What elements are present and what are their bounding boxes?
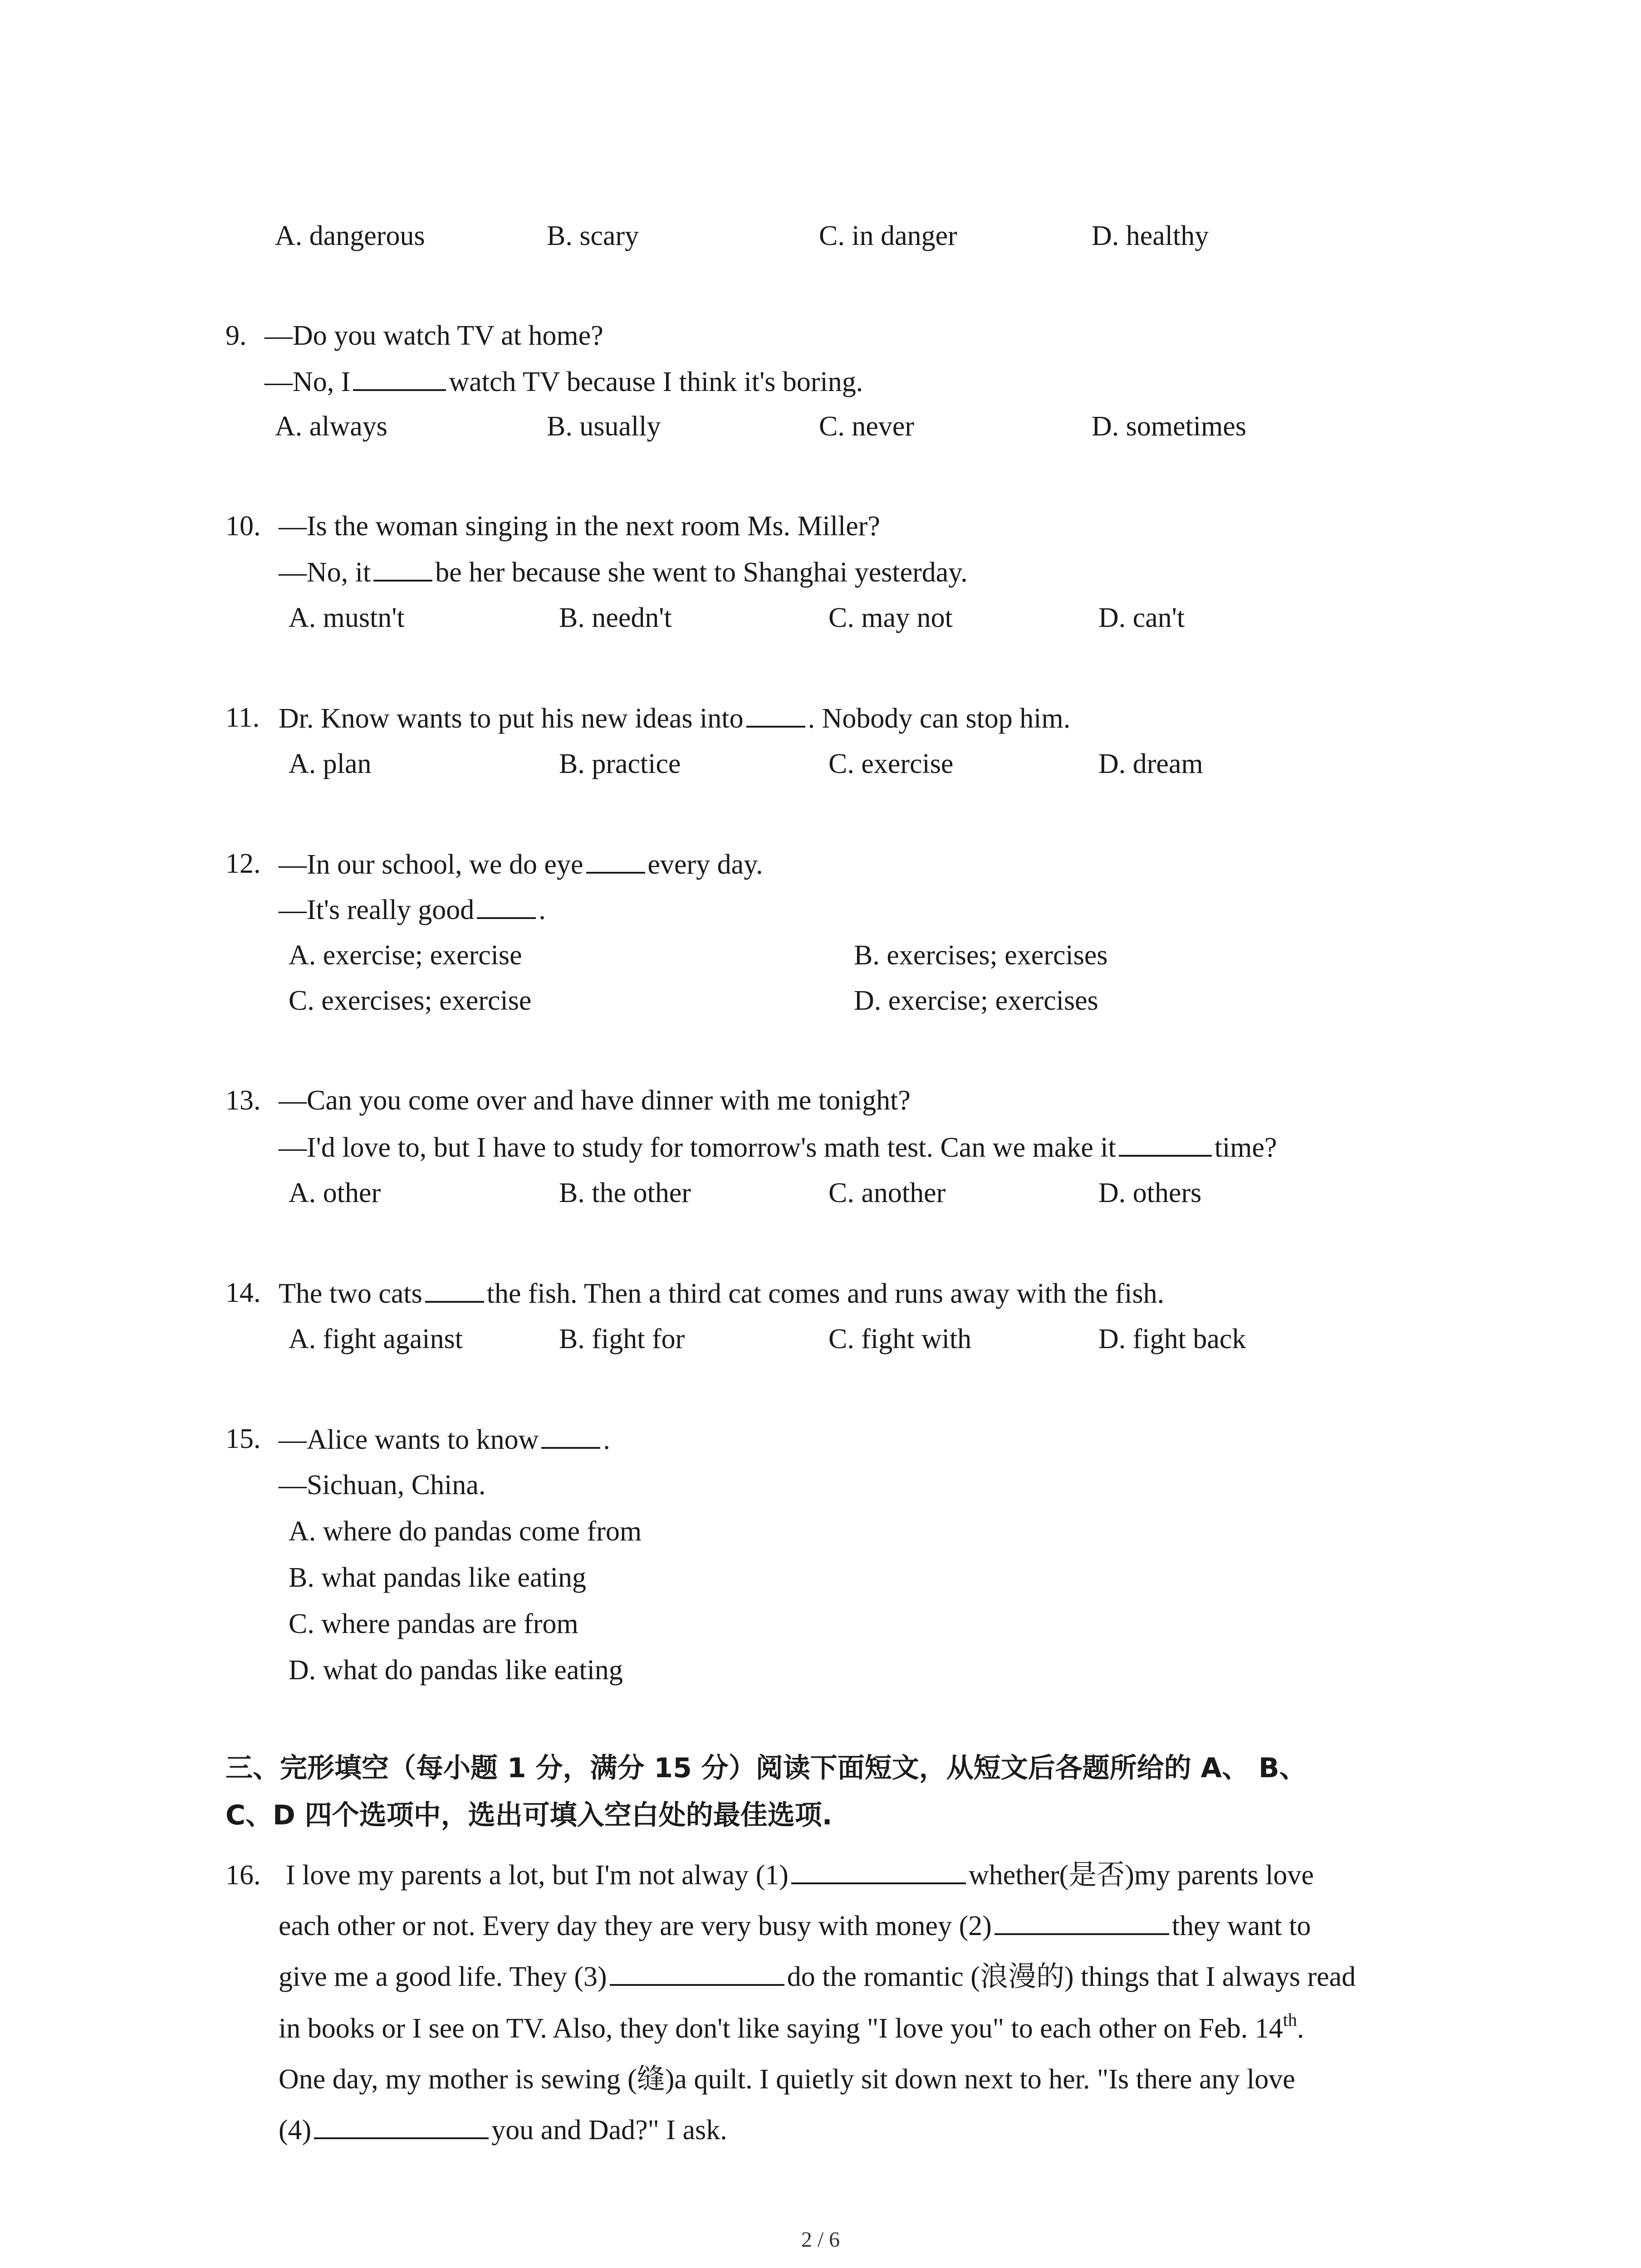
q16-line6-a: (4) bbox=[279, 2115, 312, 2146]
q9-option-d: D. sometimes bbox=[1092, 411, 1246, 442]
q16-line4-a: in books or I see on TV. Also, they don't like saying "I love you" to each other on Feb. 14 bbox=[279, 2013, 1283, 2044]
q16-blank-2 bbox=[994, 1907, 1169, 1935]
q11-blank bbox=[746, 699, 805, 728]
q16-line4 bbox=[279, 2003, 1304, 2054]
q15-line1-pre: —Alice wants to know bbox=[279, 1424, 539, 1455]
q16-line3-a: give me a good life. They (3) bbox=[279, 1961, 607, 1992]
q13-line1: —Can you come over and have dinner with me tonight? bbox=[279, 1085, 911, 1116]
q8-option-d: D. healthy bbox=[1092, 220, 1209, 251]
q12-line1-pre: —In our school, we do eye bbox=[279, 849, 583, 880]
q12-option-c: C. exercises; exercise bbox=[289, 985, 532, 1016]
q12-line2-post: . bbox=[539, 894, 546, 925]
q16-line1-b: whether(是否)my parents love bbox=[968, 1860, 1314, 1891]
section-3-title-line2: C、D 四个选项中，选出可填入空白处的最佳选项. bbox=[225, 1799, 833, 1831]
q14-line1-pre: The two cats bbox=[279, 1278, 422, 1309]
q13-option-c: C. another bbox=[828, 1178, 946, 1208]
q16-line2-b: they want to bbox=[1171, 1911, 1311, 1941]
q15-option-d: D. what do pandas like eating bbox=[289, 1655, 623, 1686]
q14-number: 14. bbox=[225, 1277, 261, 1308]
q14-line1-post: the fish. Then a third cat comes and runs away with the fish. bbox=[486, 1278, 1165, 1309]
q13-line2-post: time? bbox=[1214, 1132, 1277, 1163]
q14-option-a: A. fight against bbox=[289, 1324, 463, 1354]
q16-line4-b: . bbox=[1297, 2013, 1304, 2044]
q9-blank bbox=[353, 363, 446, 391]
q15-blank bbox=[541, 1421, 600, 1449]
q16-line3 bbox=[279, 1951, 1356, 2002]
q8-option-c: C. in danger bbox=[819, 220, 957, 251]
q12-line2-pre: —It's really good bbox=[279, 894, 475, 925]
q11-option-b: B. practice bbox=[559, 748, 681, 779]
q16-line4-sup: th bbox=[1283, 2009, 1297, 2030]
q14-option-c: C. fight with bbox=[828, 1324, 972, 1354]
q11-option-d: D. dream bbox=[1098, 748, 1203, 779]
q16-blank-3 bbox=[610, 1958, 784, 1986]
q12-line1-post: every day. bbox=[647, 849, 763, 880]
q16-line5: One day, my mother is sewing (缝)a quilt. I quietly sit down next to her. "Is there any love bbox=[279, 2064, 1295, 2095]
q9-line2-pre: —No, I bbox=[265, 367, 351, 397]
q16-line3-b: do the romantic (浪漫的) things that I always read bbox=[787, 1961, 1356, 1992]
q10-number: 10. bbox=[225, 511, 261, 542]
q16-line6 bbox=[279, 2105, 727, 2156]
page-number: 2 / 6 bbox=[801, 2228, 840, 2252]
q10-blank bbox=[373, 553, 432, 582]
section-3-title-line1: 三、完形填空（每小题 1 分，满分 15 分）阅读下面短文，从短文后各题所给的 A、 B、 bbox=[225, 1752, 1307, 1784]
q16-line1-a: I love my parents a lot, but I'm not alway (1) bbox=[286, 1860, 789, 1891]
q9-option-a: A. always bbox=[275, 411, 387, 442]
q10-line2-post: be her because she went to Shanghai yesterday. bbox=[435, 557, 968, 588]
q14-option-d: D. fight back bbox=[1098, 1324, 1246, 1354]
q9-option-b: B. usually bbox=[547, 411, 661, 442]
q16-line6-b: you and Dad?" I ask. bbox=[491, 2115, 727, 2146]
q10-option-b: B. needn't bbox=[559, 602, 672, 633]
q13-number: 13. bbox=[225, 1085, 261, 1116]
q8-option-b: B. scary bbox=[547, 220, 639, 251]
q13-line2-pre: —I'd love to, but I have to study for tomorrow's math test. Can we make it bbox=[279, 1132, 1116, 1163]
q12-option-b: B. exercises; exercises bbox=[854, 940, 1108, 971]
q15-number: 15. bbox=[225, 1423, 261, 1454]
q11-number: 11. bbox=[225, 702, 260, 733]
q10-option-d: D. can't bbox=[1098, 602, 1185, 633]
q9-line2 bbox=[265, 363, 863, 400]
q9-line1: —Do you watch TV at home? bbox=[265, 320, 603, 351]
q13-option-b: B. the other bbox=[559, 1178, 691, 1208]
q10-option-a: A. mustn't bbox=[289, 602, 405, 633]
q15-option-c: C. where pandas are from bbox=[289, 1608, 578, 1639]
q9-line2-post: watch TV because I think it's boring. bbox=[449, 367, 863, 397]
q11-line1-post: . Nobody can stop him. bbox=[808, 703, 1071, 734]
q11-option-c: C. exercise bbox=[828, 748, 954, 779]
q13-option-d: D. others bbox=[1098, 1178, 1202, 1208]
q10-option-c: C. may not bbox=[828, 602, 953, 633]
q16-line2 bbox=[279, 1901, 1311, 1951]
q14-line1 bbox=[279, 1275, 1164, 1312]
q15-line1 bbox=[279, 1421, 610, 1458]
q12-number: 12. bbox=[225, 848, 261, 879]
q14-blank bbox=[425, 1275, 484, 1303]
q13-option-a: A. other bbox=[289, 1178, 381, 1208]
q12-line2 bbox=[279, 891, 546, 928]
q16-line2-a: each other or not. Every day they are very busy with money (2) bbox=[279, 1911, 992, 1941]
q12-option-d: D. exercise; exercises bbox=[854, 985, 1098, 1016]
q10-line1: —Is the woman singing in the next room Ms. Miller? bbox=[279, 511, 880, 542]
q10-line2-pre: —No, it bbox=[279, 557, 371, 588]
q13-line2 bbox=[279, 1129, 1277, 1166]
q14-option-b: B. fight for bbox=[559, 1324, 685, 1354]
q16-number: 16. bbox=[225, 1860, 261, 1891]
q15-line2: —Sichuan, China. bbox=[279, 1470, 486, 1501]
q9-number: 9. bbox=[225, 320, 247, 351]
q8-option-a: A. dangerous bbox=[275, 220, 425, 251]
q12-blank-1 bbox=[586, 846, 645, 874]
q12-line1 bbox=[279, 846, 763, 883]
q10-line2 bbox=[279, 553, 968, 591]
q12-option-a: A. exercise; exercise bbox=[289, 940, 522, 971]
q15-option-a: A. where do pandas come from bbox=[289, 1516, 642, 1547]
q11-option-a: A. plan bbox=[289, 748, 372, 779]
q15-option-b: B. what pandas like eating bbox=[289, 1562, 586, 1593]
q16-blank-4 bbox=[314, 2111, 489, 2139]
q16-blank-1 bbox=[791, 1856, 966, 1884]
q9-option-c: C. never bbox=[819, 411, 915, 442]
q12-blank-2 bbox=[477, 891, 536, 919]
q11-line1 bbox=[279, 699, 1070, 737]
q11-line1-pre: Dr. Know wants to put his new ideas into bbox=[279, 703, 744, 734]
q15-line1-post: . bbox=[603, 1424, 610, 1455]
q13-blank bbox=[1119, 1129, 1212, 1157]
q16-line1 bbox=[286, 1850, 1314, 1901]
